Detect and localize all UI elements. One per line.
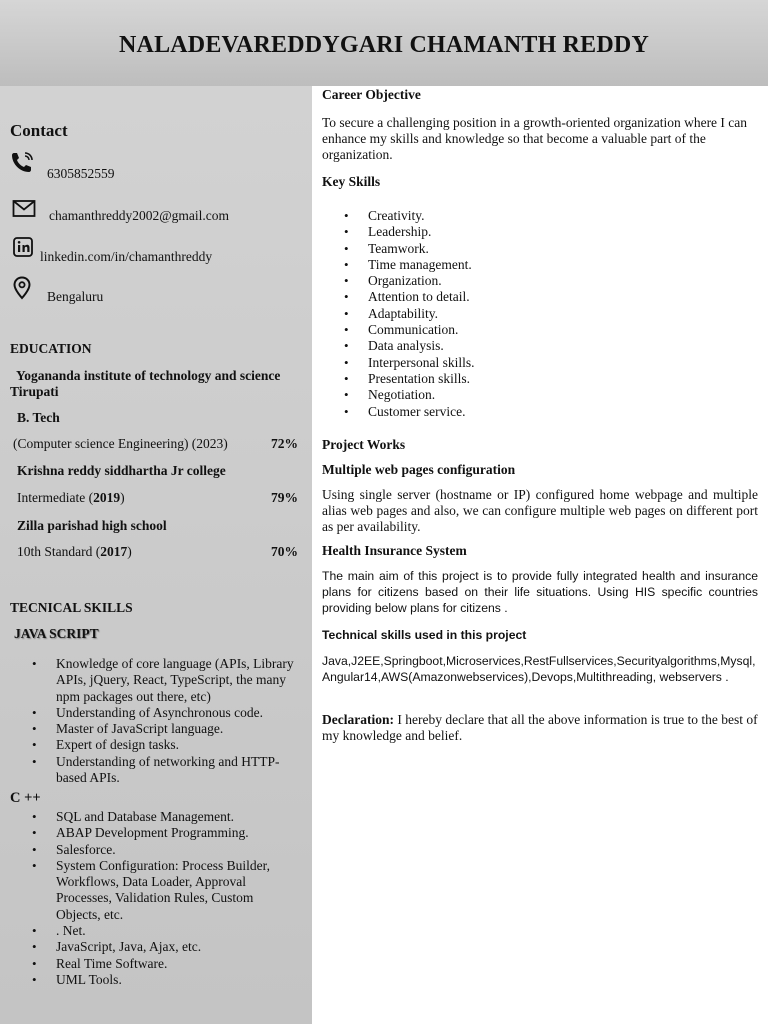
list-item: • Time management.	[322, 257, 752, 273]
list-item: • Teamwork.	[322, 241, 752, 257]
list-item: • UML Tools.	[10, 972, 300, 988]
list-item: • Salesforce.	[10, 842, 300, 858]
list-item: • Master of JavaScript language.	[10, 721, 300, 737]
list-item: • Adaptability.	[322, 306, 752, 322]
project-1-title: Multiple web pages configuration	[322, 462, 516, 477]
list-item: • Creativity.	[322, 208, 752, 224]
list-item: • ABAP Development Programming.	[10, 825, 300, 841]
project-1-text: Using single server (hostname or IP) configured home webpage and multiple alias web pages and also, we can configure multiple web pages on different port as per availability.	[322, 487, 758, 534]
project-tech-title: Technical skills used in this project	[322, 628, 527, 642]
linkedin-url: linkedin.com/in/chamanthreddy	[40, 249, 213, 264]
list-item: • Data analysis.	[322, 338, 752, 354]
jr-college-name: Krishna reddy siddhartha Jr college	[17, 463, 226, 478]
phone-number: 6305852559	[47, 166, 115, 181]
tenth-percentage: 70%	[271, 544, 298, 559]
college-name: Yogananda institute of technology and science Tirupati	[10, 368, 281, 399]
list-item: • Customer service.	[322, 404, 752, 420]
list-item: • Expert of design tasks.	[10, 737, 300, 753]
list-item: • Understanding of Asynchronous code.	[10, 705, 300, 721]
list-item: • Knowledge of core language (APIs, Library APIs, jQuery, React, TypeScript, the many npm packages out there, etc)	[10, 656, 300, 705]
project-2-title: Health Insurance System	[322, 543, 467, 558]
declaration-text: I hereby declare that all the above information is true to the best of my knowledge and belief.	[322, 712, 758, 743]
list-item: • Understanding of networking and HTTP-based APIs.	[10, 754, 300, 787]
list-item: • Presentation skills.	[322, 371, 752, 387]
key-skills-list	[322, 208, 752, 420]
javascript-skill-list	[10, 656, 300, 786]
cpp-skill-list	[10, 809, 300, 988]
list-item: • Interpersonal skills.	[322, 355, 752, 371]
intermediate-percentage: 79%	[271, 490, 298, 505]
list-item: • Attention to detail.	[322, 289, 752, 305]
list-item: • SQL and Database Management.	[10, 809, 300, 825]
key-skills-title: Key Skills	[322, 174, 381, 189]
contact-title: Contact	[10, 121, 68, 140]
list-item: • Organization.	[322, 273, 752, 289]
list-item: • JavaScript, Java, Ajax, etc.	[10, 939, 300, 955]
degree-name: B. Tech	[17, 410, 60, 425]
list-item: • Communication.	[322, 322, 752, 338]
career-objective-text: To secure a challenging position in a growth-oriented organization where I can enhance my skills and knowledge so that become a valuable part of the organization.	[322, 115, 748, 162]
school-name: Zilla parishad high school	[17, 518, 167, 533]
list-item: • . Net.	[10, 923, 300, 939]
list-item: • System Configuration: Process Builder, Workflows, Data Loader, Approval Processes, Validation Rules, Custom Objects, etc.	[10, 858, 300, 923]
javascript-title: JAVA SCRIPT	[14, 626, 99, 641]
email-icon	[12, 197, 38, 221]
email-address: chamanthreddy2002@gmail.com	[49, 208, 230, 223]
cpp-title: C ++	[10, 790, 41, 806]
career-objective-title: Career Objective	[322, 87, 421, 102]
tenth-line: 10th Standard (2017)	[17, 544, 132, 559]
list-item: • Leadership.	[322, 224, 752, 240]
candidate-name: NALADEVAREDDYGARI CHAMANTH REDDY	[119, 32, 649, 58]
location: Bengaluru	[47, 289, 104, 304]
technical-skills-title: TECNICAL SKILLS	[10, 600, 133, 615]
location-pin-icon	[11, 276, 37, 300]
education-title: EDUCATION	[10, 341, 92, 356]
list-item: • Real Time Software.	[10, 956, 300, 972]
phone-icon	[10, 150, 36, 174]
project-tech-text: Java,J2EE,Springboot,Microservices,RestFullservices,Securityalgorithms,Mysql,Angular14,AWS(Amazonwebservices),Devops,Multithreading, webservers .	[322, 654, 756, 684]
linkedin-icon	[13, 237, 39, 261]
list-item: • Negotiation.	[322, 387, 752, 403]
declaration-label: Declaration:	[322, 712, 394, 727]
declaration	[322, 712, 758, 744]
project-works-title: Project Works	[322, 437, 406, 452]
degree-percentage: 72%	[271, 436, 298, 451]
intermediate-line: Intermediate (2019)	[17, 490, 125, 505]
project-2-text: The main aim of this project is to provide fully integrated health and insurance plans for citizens based on their life situations. Using HIS specific countries providing below plans for citizens .	[322, 569, 758, 615]
degree-detail: (Computer science Engineering) (2023)	[13, 436, 228, 451]
